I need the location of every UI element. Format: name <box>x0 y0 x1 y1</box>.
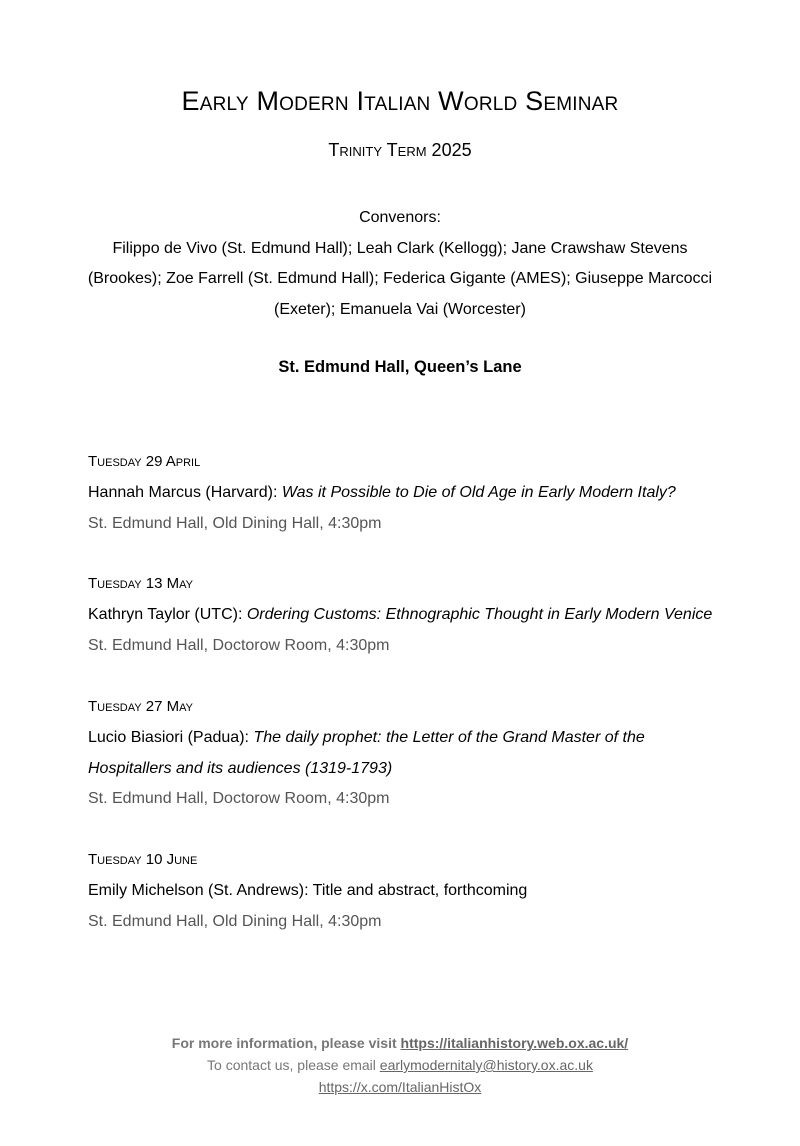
event-speaker: Lucio Biasiori (Padua): <box>88 729 254 746</box>
email-link[interactable]: earlymodernitaly@history.ox.ac.uk <box>379 1057 593 1073</box>
venue-heading: St. Edmund Hall, Queen’s Lane <box>278 358 522 376</box>
x-link[interactable]: https://x.com/ItalianHistOx <box>318 1079 482 1095</box>
event-talk <box>88 600 728 631</box>
event-title: The daily prophet: the Letter of the Grand Master of the Hospitallers and its audiences (1319-1793) <box>88 729 645 777</box>
footer-info-text: For more information, please visit <box>171 1035 401 1051</box>
event-talk <box>88 723 728 784</box>
footer-x-line <box>0 1076 800 1098</box>
event-speaker: Hannah Marcus (Harvard): <box>88 484 282 501</box>
event-date: Tuesday 29 April <box>88 453 201 470</box>
footer-info-line <box>0 1032 800 1054</box>
event-title: Was it Possible to Die of Old Age in Early Modern Italy? <box>281 484 676 501</box>
event-location: St. Edmund Hall, Doctorow Room, 4:30pm <box>88 790 390 807</box>
event-date: Tuesday 10 June <box>88 851 198 868</box>
event-date: Tuesday 27 May <box>88 698 193 715</box>
event-item <box>88 848 728 937</box>
convenors-list: Filippo de Vivo (St. Edmund Hall); Leah Clark (Kellogg); Jane Crawshaw Stevens (Brookes); Zoe Farrell (St. Edmund Hall); Federica Gigante (AMES); Giuseppe Marcocci (Exeter); Emanuela Vai (Worcester) <box>87 239 713 318</box>
event-location: St. Edmund Hall, Old Dining Hall, 4:30pm <box>88 912 382 930</box>
event-item <box>88 572 728 661</box>
event-title: Ordering Customs: Ethnographic Thought in Early Modern Venice <box>246 606 713 623</box>
footer-contact-line <box>0 1054 800 1076</box>
event-item <box>88 695 728 814</box>
convenors-label: Convenors: <box>359 209 441 226</box>
term-subtitle: Trinity Term 2025 <box>328 140 472 160</box>
website-link[interactable]: https://italianhistory.web.ox.ac.uk/ <box>400 1035 629 1051</box>
event-item <box>88 450 728 539</box>
event-talk <box>88 876 728 907</box>
event-speaker: Kathryn Taylor (UTC): <box>88 606 247 623</box>
event-talk <box>88 478 728 509</box>
footer <box>0 1032 800 1098</box>
footer-contact-text: To contact us, please email <box>207 1057 380 1073</box>
convenors-block <box>80 203 720 325</box>
event-date: Tuesday 13 May <box>88 575 193 592</box>
event-title: Title and abstract, forthcoming <box>312 882 528 899</box>
event-speaker: Emily Michelson (St. Andrews): <box>88 882 313 899</box>
event-location: St. Edmund Hall, Doctorow Room, 4:30pm <box>88 636 390 654</box>
event-location: St. Edmund Hall, Old Dining Hall, 4:30pm <box>88 514 382 532</box>
page-title: Early Modern Italian World Seminar <box>181 86 619 116</box>
